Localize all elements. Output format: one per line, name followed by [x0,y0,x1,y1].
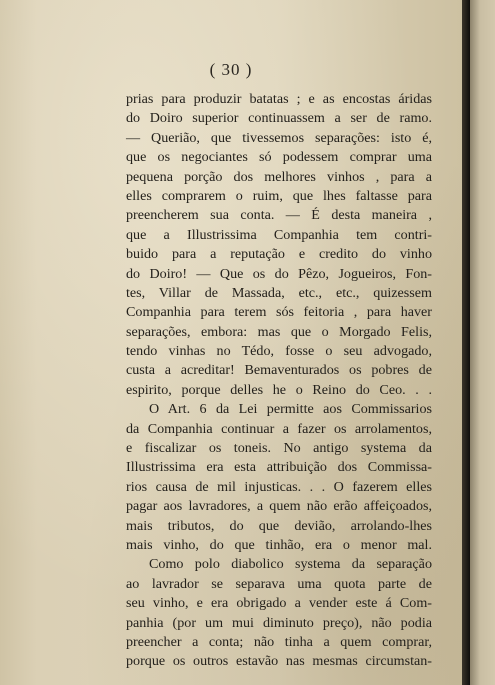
text-line: da Companhia continuar a fazer os arrolamentos, [126,420,432,437]
text-line: do Doiro! — Que os do Pêzo, Jogueiros, Fon- [126,265,432,282]
paragraph-end-line: mais vinho, do que tinhão, era o menor mal. [126,536,432,553]
paragraph-start-line: Como polo diabolico systema da separação [149,556,432,573]
text-line: que os negociantes só podessem comprar uma [126,149,432,166]
text-line: buido para a reputação e credito do vinho [126,246,432,263]
text-line: seu vinho, e era obrigado a vender este á Com- [126,595,432,612]
book-gutter [462,0,470,685]
text-line: pagar aos lavradores, a quem não erão affeiçoados, [126,498,432,515]
facing-page-edge [470,0,495,685]
text-line: pequena porção dos melhores vinhos , para a [126,168,432,185]
text-line: espirito, porque delles he o Reino do Ceo. . . [126,381,432,398]
text-line: preencherem sua conta. — É desta maneira , [126,207,432,224]
text-line: Illustrissima era esta attribuição dos Commissa- [126,459,432,476]
text-line: rios causa de mil injusticas. . . O fazerem elles [126,478,432,495]
text-line: elles comprarem o ruim, que lhes faltasse para [126,187,432,204]
text-line: separações, embora: mas que o Morgado Felis, [126,323,432,340]
text-line: preencher a conta; não tinha a quem comprar, [126,633,432,650]
text-line: porque os outros estavão nas mesmas circumstan- [126,653,432,670]
body-text [126,90,432,672]
text-line: custa a acreditar! Bemaventurados os pobres de [126,362,432,379]
text-line: que a Illustrissima Companhia tem contri- [126,226,432,243]
page-number: ( 30 ) [209,60,253,79]
text-line: — Querião, que tivessemos separações: isto é, [126,129,432,146]
text-line: mais tributos, do que devião, arrolando-lhes [126,517,432,534]
text-line: do Doiro superior continuassem a ser de ramo. [126,110,432,127]
text-line: e fiscalizar os toneis. No antigo systema da [126,440,432,457]
text-line: Companhia para terem sós feitoria , para haver [126,304,432,321]
paragraph-start-line: O Art. 6 da Lei permitte aos Commissarios [149,401,432,418]
text-line: ao lavrador se separava uma quota parte de [126,575,432,592]
text-line: tendo vinhas no Tédo, fosse o seu advogado, [126,343,432,360]
text-line: prias para produzir batatas ; e as encostas áridas [126,91,432,107]
text-line: tes, Villar de Massada, etc., etc., quizessem [126,284,432,301]
text-line: panhia (por um mui diminuto preço), não podia [126,614,432,631]
